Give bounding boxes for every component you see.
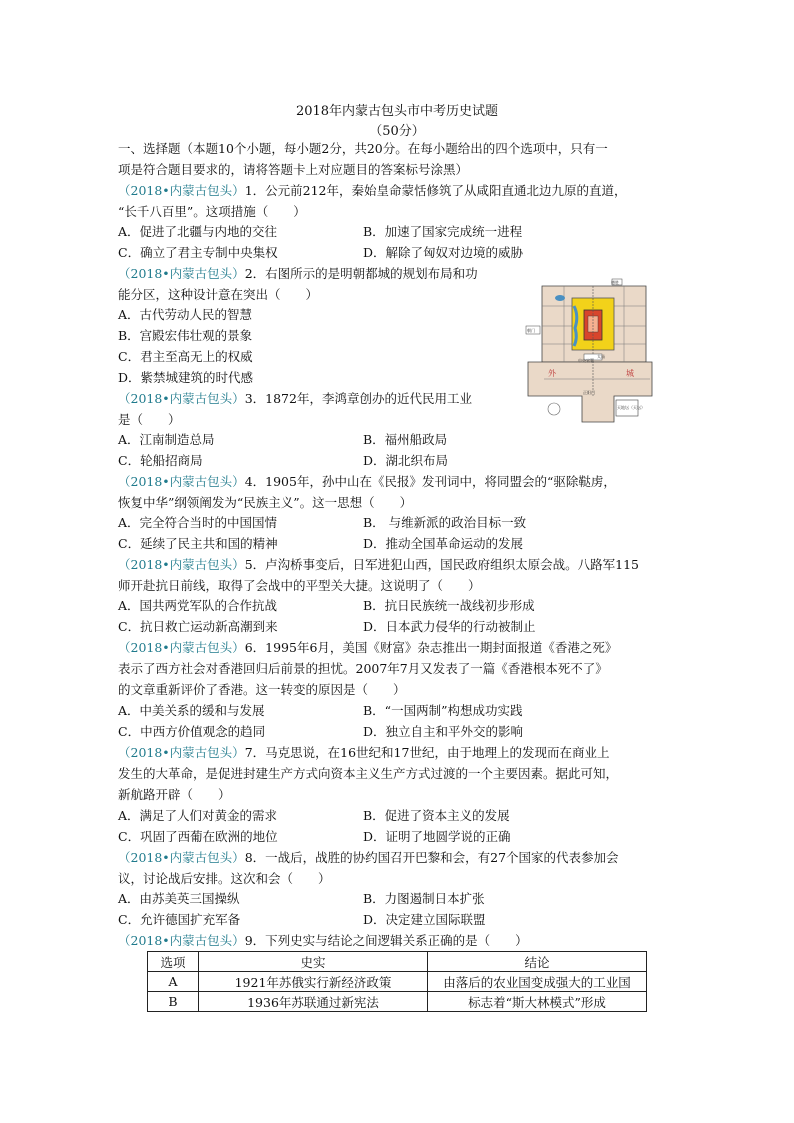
q5-option-c: C．抗日救亡运动新高潮到来 [118,619,278,634]
q1-stem: （2018•内蒙古包头）1．公元前212年，秦始皇命蒙恬修筑了从咸阳直通北边九原的直道， [118,183,627,198]
q6-option-d: D．独立自主和平外交的影响 [363,724,524,739]
table-row [148,972,647,992]
map-label-city: 城 [626,369,634,378]
q5-stem-2: 师开赴抗日前线，取得了会战中的平型关大捷。这说明了（ ） [118,578,481,593]
q9-table [147,951,647,1012]
q4-stem: （2018•内蒙古包头）4．1905年，孙中山在《民报》发刊词中，将同盟会的“驱除鞑虏， [118,474,616,489]
q5-stem: （2018•内蒙古包头）5．卢沟桥事变后，日军进犯山西，国民政府组织太原会战。八路军115 [118,557,640,572]
q7-option-d: D．证明了地圆学说的正确 [363,829,511,844]
q4-option-a: A．完全符合当时的中国国情 [118,515,278,530]
q7-stem: （2018•内蒙古包头）7．马克思说，在16世纪和17世纪，由于地理上的发现而在商业上 [118,745,610,760]
q6-option-c: C．中西方价值观念的趋同 [118,724,266,739]
q2-source: （2018•内蒙古包头） [118,266,245,281]
q1-option-b: B．加速了国家完成统一进程 [363,224,523,239]
q6-stem-2: 表示了西方社会对香港回归后前景的担忧。2007年7月又发表了一篇《香港根本死不了》 [118,661,608,676]
q7-stem-2: 发生的大革命，是促进封建生产方式向资本主义生产方式过渡的一个主要因素。据此可知， [118,766,619,781]
table-row [148,992,647,1012]
q2-option-b: B．宫殿宏伟壮观的景象 [118,328,253,343]
q7-source: （2018•内蒙古包头） [118,745,245,760]
q6-source: （2018•内蒙古包头） [118,640,245,655]
q6-option-a: A．中美关系的缓和与发展 [118,703,265,718]
section-intro-1: 一、选择题（本题10个小题，每小题2分，共20分。在每小题给出的四个选项中，只有一 [118,141,608,156]
q3-option-b: B．福州船政局 [363,432,448,447]
q8-stem-2: 议，讨论战后安排。这次和会（ ） [118,871,331,886]
q3-option-c: C．轮船招商局 [118,453,203,468]
table-header-cell: 结论 [428,952,647,972]
table-cell: A [148,972,199,992]
q1-option-d: D．解除了匈奴对边境的威胁 [363,245,524,260]
q4-option-b: B． 与维新派的政治目标一致 [363,515,527,530]
q1-stem-2: “长千八百里”。这项措施（ ） [118,204,306,219]
table-cell: 由落后的农业国变成强大的工业国 [428,972,647,992]
q6-stem-3: 的文章重新评价了香港。这一转变的原因是（ ） [118,682,406,697]
q5-option-d: D．日本武力侵华的行动被制止 [363,619,536,634]
ming-capital-map [524,276,656,424]
q3-option-d: D．湖北织布局 [363,453,449,468]
q8-option-d: D．决定建立国际联盟 [363,912,486,927]
q8-stem: （2018•内蒙古包头）8．一战后，战胜的协约国召开巴黎和会，有27个国家的代表参加会 [118,850,619,865]
map-label-temple: 天地坛（天坛） [617,405,645,410]
page-title: 2018年内蒙古包头市中考历史试题 [295,104,499,119]
q7-stem-3: 新航路开辟（ ） [118,787,231,802]
q1-source: （2018•内蒙古包头） [118,183,245,198]
q8-option-a: A．由苏美英三国操纵 [118,891,240,906]
table-header-cell: 史实 [199,952,428,972]
q2-stem: （2018•内蒙古包头）2．右图所示的是明朝都城的规划布局和功 [118,266,478,281]
table-header-cell: 选项 [148,952,199,972]
page-score: （50分） [369,124,425,139]
q2-stem-2: 能分区，这种设计意在突出（ ） [118,287,319,302]
ming-capital-map-svg [524,276,656,424]
table-cell: B [148,992,199,1012]
q4-source: （2018•内蒙古包头） [118,474,245,489]
map-label-west-gate: 朝门 [527,328,535,333]
q3-source: （2018•内蒙古包头） [118,391,245,406]
q1-option-a: A．促进了北疆与内地的交往 [118,224,278,239]
q1-option-c: C．确立了君主专制中央集权 [118,245,278,260]
q5-option-a: A．国共两党军队的合作抗战 [118,598,278,613]
q5-source: （2018•内蒙古包头） [118,557,245,572]
map-label-outer: 外 [548,369,556,378]
map-label-offices: 中央官署 [578,358,594,363]
table-cell: 1921年苏俄实行新经济政策 [199,972,428,992]
q7-option-b: B．促进了资本主义的发展 [363,808,510,823]
q2-option-c: C．君主至高无上的权威 [118,349,253,364]
q5-option-b: B．抗日民族统一战线初步形成 [363,598,535,613]
q4-option-c: C．延续了民主共和国的精神 [118,536,278,551]
q8-option-c: C．允许德国扩充军备 [118,912,241,927]
q2-option-a: A．古代劳动人民的智慧 [118,307,253,322]
table-cell: 1936年苏联通过新宪法 [199,992,428,1012]
q3-option-a: A．江南制造总局 [118,432,215,447]
q4-option-d: D．推动全国革命运动的发展 [363,536,524,551]
q4-stem-2: 恢复中华”纲领阐发为“民族主义”。这一思想（ ） [118,495,413,510]
table-header-row [148,952,647,972]
map-label-ancestral: 太庙 [597,354,605,359]
q8-source: （2018•内蒙古包头） [118,850,245,865]
q2-option-d: D．紫禁城建筑的时代感 [118,370,254,385]
q8-option-b: B．力图遏制日本扩张 [363,891,485,906]
q3-stem: （2018•内蒙古包头）3．1872年，李鸿章创办的近代民用工业 [118,391,472,406]
q9-source: （2018•内蒙古包头） [118,933,245,948]
map-label-south-gate: 正阳门 [583,390,595,395]
map-label-north-gate: 德胜 [611,280,619,285]
q9-stem: （2018•内蒙古包头）9．下列史实与结论之间逻辑关系正确的是（ ） [118,933,528,948]
q7-option-a: A．满足了人们对黄金的需求 [118,808,278,823]
section-intro-2: 项是符合题目要求的，请将答题卡上对应题目的答案标号涂黑） [118,162,469,177]
q6-stem: （2018•内蒙古包头）6．1995年6月，美国《财富》杂志推出一期封面报道《香港之死》 [118,640,618,655]
q3-stem-2: 是（ ） [118,412,181,427]
q7-option-c: C．巩固了西葡在欧洲的地位 [118,829,278,844]
table-cell: 标志着“斯大林模式”形成 [428,992,647,1012]
q6-option-b: B．“一国两制”构想成功实践 [363,703,523,718]
